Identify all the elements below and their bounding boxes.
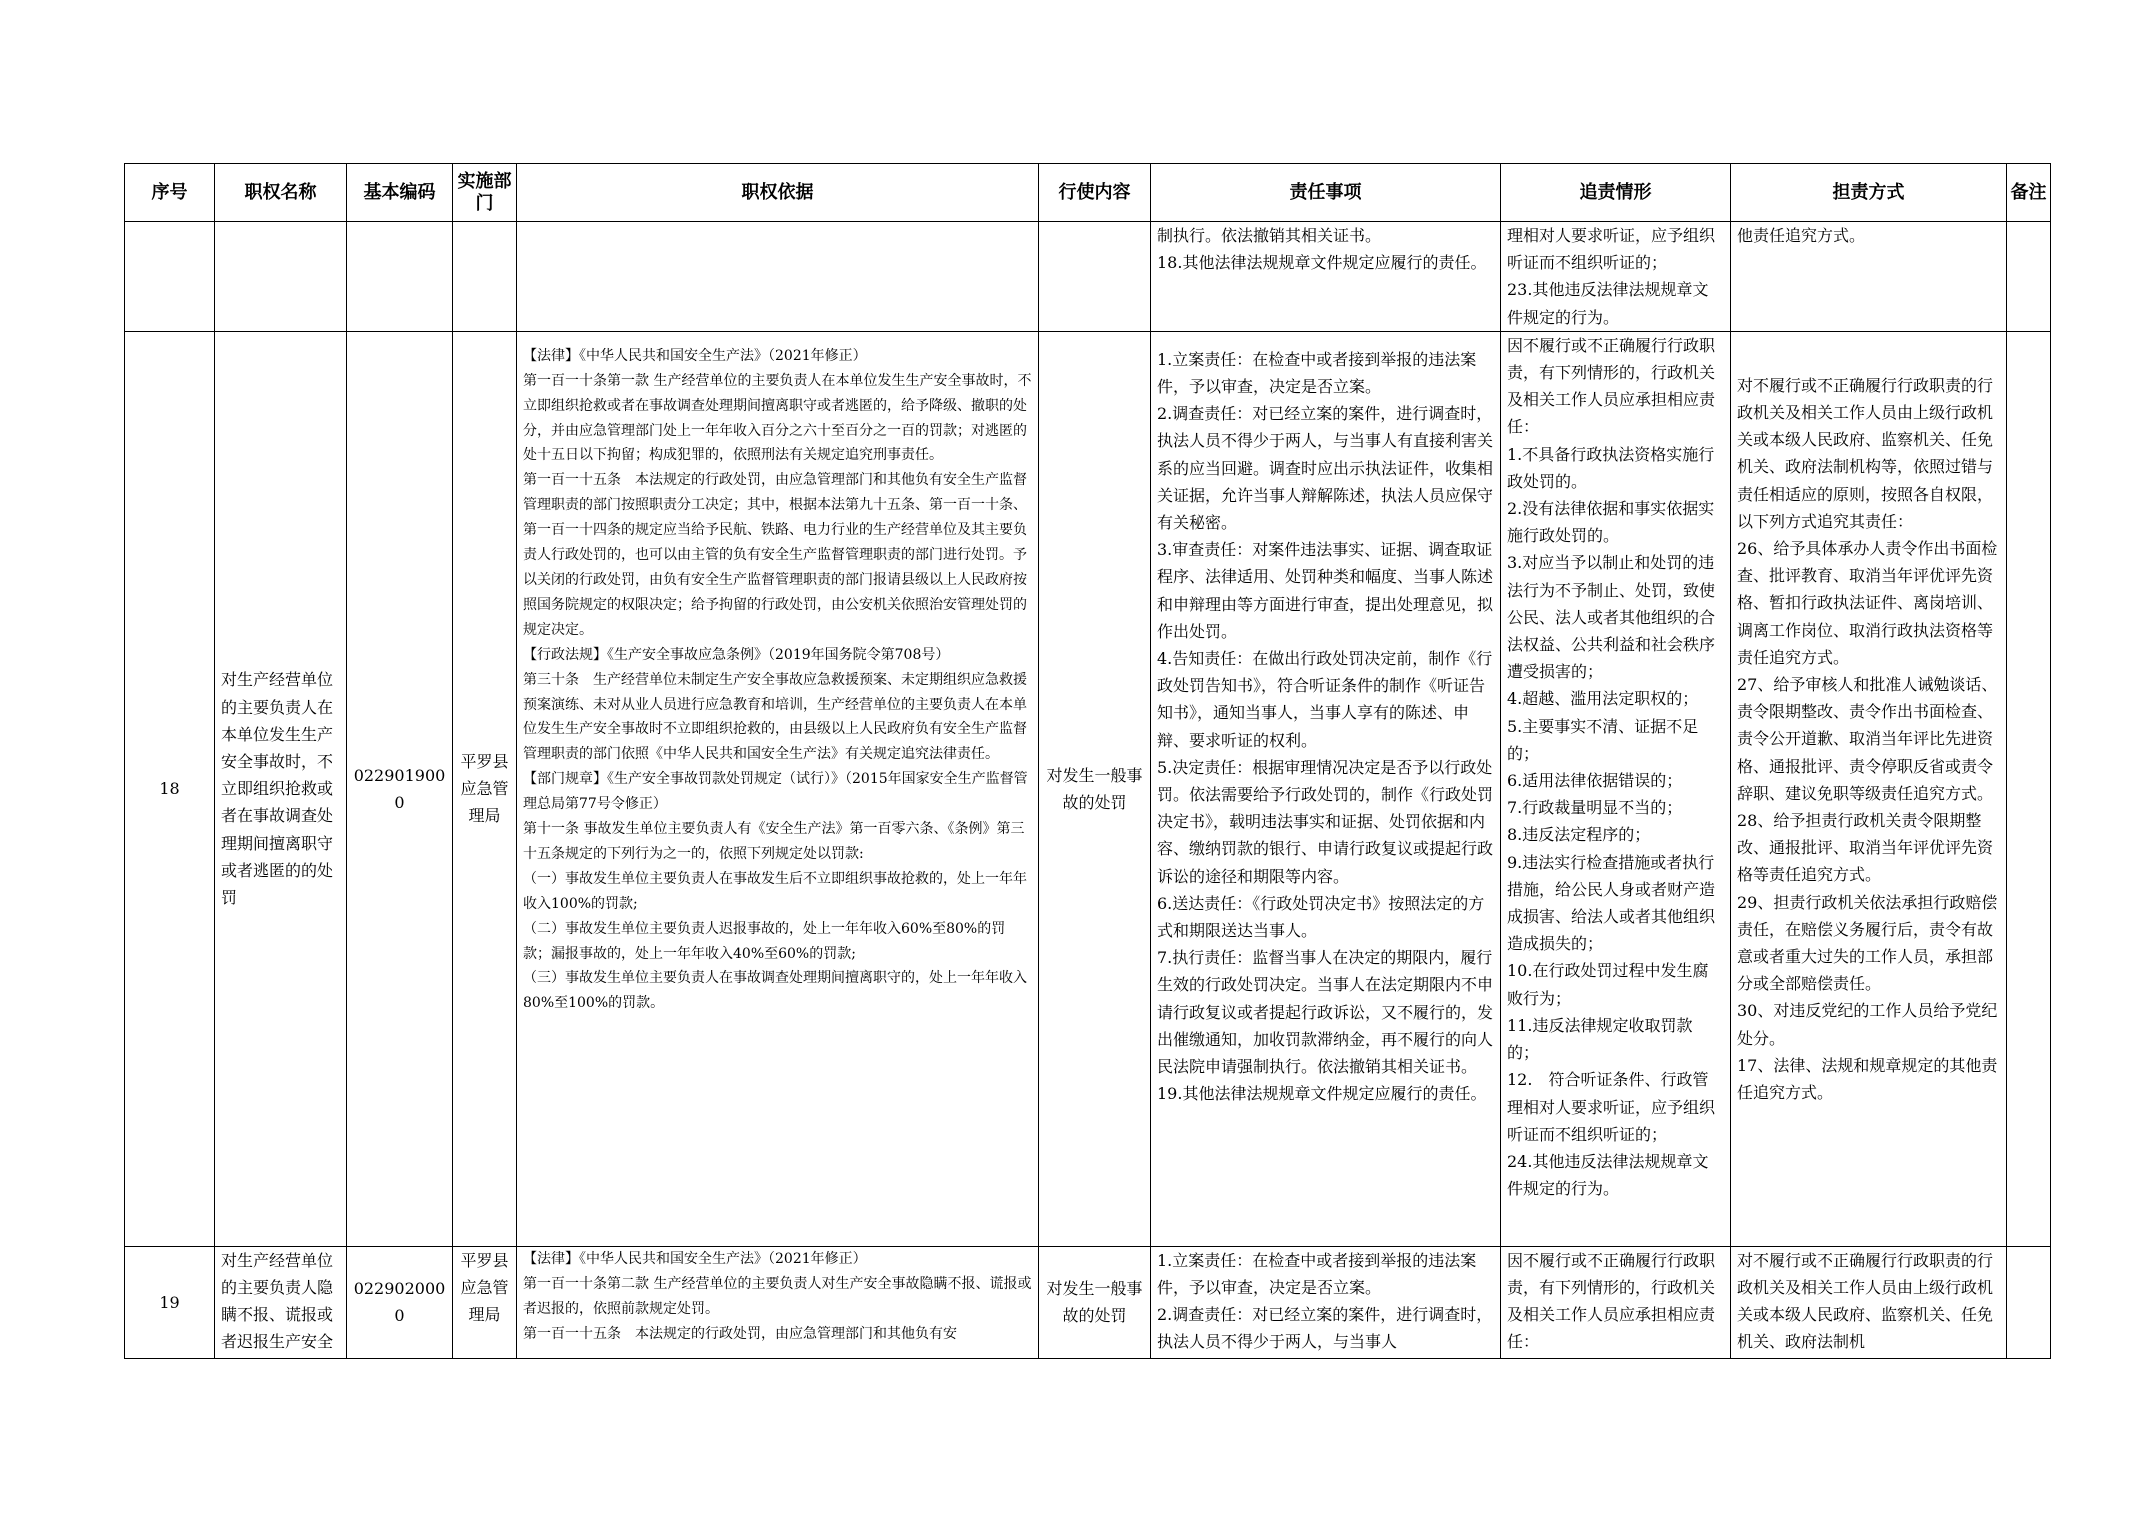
accountability-item: 因不履行或不正确履行行政职责，有下列情形的，行政机关及相关工作人员应承担相应责任： xyxy=(1507,1250,1716,1352)
row-duties xyxy=(1151,331,1501,1246)
method-item: 30、对违反党纪的工作人员给予党纪处分。 xyxy=(1737,1001,1998,1048)
basis-item: 【法律】《中华人民共和国安全生产法》（2021年修正） xyxy=(523,347,867,364)
row-department: 平罗县应急管理局 xyxy=(453,1246,517,1358)
row-basis xyxy=(517,222,1039,332)
row-remark xyxy=(2007,331,2051,1246)
row-duties xyxy=(1151,222,1501,332)
row-methods xyxy=(1731,331,2007,1246)
header-accountability: 追责情形 xyxy=(1501,164,1731,222)
basis-item: 第一百一十五条 本法规定的行政处罚，由应急管理部门和其他负有安全生产监督管理职责的部门按照职责分工决定；其中，根据本法第九十五条、第一百一十条、第一百一十四条的规定应当给予民航、铁路、电力行业的生产经营单位及其主要负责人行政处罚的，也可以由主管的负有安全生产监督管理职责的部门进行处罚。予以关闭的行政处罚，由负有安全生产监督管理职责的部门报请县级以上人民政府按照国务院规定的权限决定；给予拘留的行政处罚，由公安机关依照治安管理处罚的规定决定。 xyxy=(523,472,1027,638)
duty-item: 18.其他法律法规规章文件规定应履行的责任。 xyxy=(1157,253,1487,273)
method-item: 17、法律、法规和规章规定的其他责任追究方式。 xyxy=(1737,1055,1998,1103)
accountability-item: 理相对人要求听证，应予组织听证而不组织听证的； xyxy=(1507,226,1716,273)
method-item: 27、给予审核人和批准人诫勉谈话、责令限期整改、责令作出书面检查、责令公开道歉、取消当年评比先进资格、通报批评、责令停职反省或责令辞职、建议免职等级责任追究方式。 xyxy=(1737,675,1998,803)
row-power-name: 对生产经营单位的主要负责人在本单位发生生产安全事故时，不立即组织抢救或者在事故调查处理期间擅离职守或者逃匿的的处罚 xyxy=(215,331,347,1246)
row-methods xyxy=(1731,1246,2007,1358)
accountability-item: 1.不具备行政执法资格实施行政处罚的。 xyxy=(1507,444,1715,491)
table-row xyxy=(125,222,2051,332)
table-header-row xyxy=(125,164,2051,222)
method-item: 对不履行或不正确履行行政职责的行政机关及相关工作人员由上级行政机关或本级人民政府、监察机关、任免机关、政府法制机 xyxy=(1737,1250,1994,1352)
accountability-item: 3.对应当予以制止和处罚的违法行为不予制止、处罚，致使公民、法人或者其他组织的合法权益、公共利益和社会秩序遭受损害的； xyxy=(1507,553,1716,682)
method-item: 他责任追究方式。 xyxy=(1737,226,1866,245)
row-code xyxy=(347,222,453,332)
row-index: 18 xyxy=(125,331,215,1246)
header-power-name: 职权名称 xyxy=(215,164,347,222)
header-methods: 担责方式 xyxy=(1731,164,2007,222)
accountability-item: 11.违反法律规定收取罚款的； xyxy=(1507,1015,1693,1063)
table-row xyxy=(125,331,2051,1246)
header-basis: 职权依据 xyxy=(517,164,1039,222)
row-accountability xyxy=(1501,331,1731,1246)
header-duties: 责任事项 xyxy=(1151,164,1501,222)
accountability-item: 5.主要事实不清、证据不足的； xyxy=(1507,716,1699,763)
duty-item: 4.告知责任：在做出行政处罚决定前，制作《行政处罚告知书》，符合听证条件的制作《听证告知书》，通知当事人，当事人享有的陈述、申辩、要求听证的权利。 xyxy=(1157,649,1493,750)
basis-item: 第一百一十条第一款 生产经营单位的主要负责人在本单位发生生产安全事故时，不立即组织抢救或者在事故调查处理期间擅离职守或者逃匿的，给予降级、撤职的处分，并由应急管理部门处上一年年收入百分之六十至百分之一百的罚款；对逃匿的处十五日以下拘留；构成犯罪的，依照刑法有关规定追究刑事责任。 xyxy=(523,372,1032,464)
duty-item: 制执行。依法撤销其相关证书。 xyxy=(1157,226,1382,245)
duty-item: 2.调查责任：对已经立案的案件，进行调查时，执法人员不得少于两人，与当事人 xyxy=(1157,1305,1493,1352)
row-department: 平罗县应急管理局 xyxy=(453,331,517,1246)
duty-item: 3.审查责任：对案件违法事实、证据、调查取证程序、法律适用、处罚种类和幅度、当事人陈述和申辩理由等方面进行审查，提出处理意见，拟作出处罚。 xyxy=(1157,540,1494,641)
duty-item: 1.立案责任：在检查中或者接到举报的违法案件，予以审查，决定是否立案。 xyxy=(1157,349,1477,397)
row-department xyxy=(453,222,517,332)
row-code: 0229020000 xyxy=(347,1246,453,1358)
basis-item: 第一百一十条第二款 生产经营单位的主要负责人对生产安全事故隐瞒不报、谎报或者迟报的，依照前款规定处罚。 xyxy=(523,1275,1032,1317)
accountability-item: 9.违法实行检查措施或者执行措施，给公民人身或者财产造成损害、给法人或者其他组织造成损失的； xyxy=(1507,852,1716,954)
basis-item: 第一百一十五条 本法规定的行政处罚，由应急管理部门和其他负有安 xyxy=(523,1325,957,1342)
duty-item: 5.决定责任：根据审理情况决定是否予以行政处罚。依法需要给予行政处罚的，制作《行政处罚决定书》，载明违法事实和证据、处罚依据和内容、缴纳罚款的银行、申请行政复议或提起行政诉讼的途径和期限等内容。 xyxy=(1157,757,1494,886)
header-index: 序号 xyxy=(125,164,215,222)
row-index xyxy=(125,222,215,332)
row-methods xyxy=(1731,222,2007,332)
method-item: 29、担责行政机关依法承担行政赔偿责任，在赔偿义务履行后，责令有故意或者重大过失的工作人员，承担部分或全部赔偿责任。 xyxy=(1737,892,1998,994)
accountability-item: 23.其他违反法律法规规章文件规定的行为。 xyxy=(1507,280,1709,327)
accountability-item: 7.行政裁量明显不当的； xyxy=(1507,798,1683,818)
header-remark: 备注 xyxy=(2007,164,2051,222)
accountability-item: 24.其他违反法律法规规章文件规定的行为。 xyxy=(1507,1151,1709,1199)
method-item: 28、给予担责行政机关责令限期整改、通报批评、取消当年评优评先资格等责任追究方式。 xyxy=(1737,811,1994,885)
table-row xyxy=(125,1246,2051,1358)
accountability-item: 因不履行或不正确履行行政职责，有下列情形的，行政机关及相关工作人员应承担相应责任： xyxy=(1507,335,1716,437)
basis-item: （一）事故发生单位主要负责人在事故发生后不立即组织事故抢救的，处上一年年收入100%的罚款; xyxy=(523,870,1027,912)
row-remark xyxy=(2007,222,2051,332)
duty-item: 2.调查责任：对已经立案的案件，进行调查时，执法人员不得少于两人，与当事人有直接利害关系的应当回避。调查时应出示执法证件，收集相关证据，允许当事人辩解陈述，执法人员应保守有关秘密。 xyxy=(1157,404,1494,533)
row-content xyxy=(1039,222,1151,332)
responsibility-table xyxy=(124,163,2051,1359)
row-basis xyxy=(517,1246,1039,1358)
method-item: 26、给予具体承办人责令作出书面检查、批评教育、取消当年评优评先资格、暂扣行政执法证件、离岗培训、调离工作岗位、取消行政执法资格等责任追究方式。 xyxy=(1737,539,1998,667)
row-remark xyxy=(2007,1246,2051,1358)
duty-item: 19.其他法律法规规章文件规定应履行的责任。 xyxy=(1157,1084,1487,1104)
accountability-item: 4.超越、滥用法定职权的； xyxy=(1507,689,1699,709)
row-power-name: 对生产经营单位的主要负责人隐瞒不报、谎报或者迟报生产安全 xyxy=(215,1246,347,1358)
header-code: 基本编码 xyxy=(347,164,453,222)
basis-item: （二）事故发生单位主要负责人迟报事故的，处上一年年收入60%至80%的罚款；漏报事故的，处上一年年收入40%至60%的罚款; xyxy=(523,920,1006,962)
row-accountability xyxy=(1501,222,1731,332)
accountability-item: 6.适用法律依据错误的； xyxy=(1507,771,1683,791)
row-index: 19 xyxy=(125,1246,215,1358)
header-content: 行使内容 xyxy=(1039,164,1151,222)
header-department: 实施部门 xyxy=(453,164,517,222)
row-duties xyxy=(1151,1246,1501,1358)
duty-item: 7.执行责任：监督当事人在决定的期限内，履行生效的行政处罚决定。当事人在法定期限内不申请行政复议或者提起行政诉讼，又不履行的，发出催缴通知，加收罚款滞纳金，再不履行的向人民法院申请强制执行。依法撤销其相关证书。 xyxy=(1157,948,1494,1077)
row-accountability xyxy=(1501,1246,1731,1358)
row-basis xyxy=(517,331,1039,1246)
basis-item: 【部门规章】《生产安全事故罚款处罚规定（试行）》（2015年国家安全生产监督管理总局第77号令修正） xyxy=(523,771,1028,813)
duty-item: 6.送达责任：《行政处罚决定书》按照法定的方式和期限送达当事人。 xyxy=(1157,893,1485,941)
basis-item: （三）事故发生单位主要负责人在事故调查处理期间擅离职守的，处上一年年收入80%至100%的罚款。 xyxy=(523,970,1027,1012)
duty-item: 1.立案责任：在检查中或者接到举报的违法案件，予以审查，决定是否立案。 xyxy=(1157,1250,1477,1298)
accountability-item: 10.在行政处罚过程中发生腐败行为； xyxy=(1507,961,1709,1008)
row-code: 0229019000 xyxy=(347,331,453,1246)
basis-item: 【行政法规】《生产安全事故应急条例》（2019年国务院令第708号） xyxy=(523,646,950,663)
basis-item: 第十一条 事故发生单位主要负责人有《安全生产法》第一百零六条、《条例》第三十五条规定的下列行为之一的，依照下列规定处以罚款: xyxy=(523,821,1025,862)
row-power-name xyxy=(215,222,347,332)
accountability-item: 12. 符合听证条件、行政管理相对人要求听证，应予组织听证而不组织听证的； xyxy=(1507,1070,1716,1144)
basis-item: 第三十条 生产经营单位未制定生产安全事故应急救援预案、未定期组织应急救援预案演练、未对从业人员进行应急教育和培训，生产经营单位的主要负责人在本单位发生生产安全事故时不立即组织抢救的，由县级以上人民政府负有安全生产监督管理职责的部门依照《中华人民共和国安全生产法》有关规定追究法律责任。 xyxy=(523,671,1027,763)
method-item: 对不履行或不正确履行行政职责的行政机关及相关工作人员由上级行政机关或本级人民政府、监察机关、任免机关、政府法制机构等，依照过错与责任相适应的原则，按照各自权限，以下列方式追究其责任： xyxy=(1737,375,1994,531)
basis-item: 【法律】《中华人民共和国安全生产法》（2021年修正） xyxy=(523,1250,867,1267)
accountability-item: 2.没有法律依据和事实依据实施行政处罚的。 xyxy=(1507,499,1715,546)
accountability-item: 8.违反法定程序的； xyxy=(1507,825,1651,845)
row-content: 对发生一般事故的处罚 xyxy=(1039,331,1151,1246)
row-content: 对发生一般事故的处罚 xyxy=(1039,1246,1151,1358)
